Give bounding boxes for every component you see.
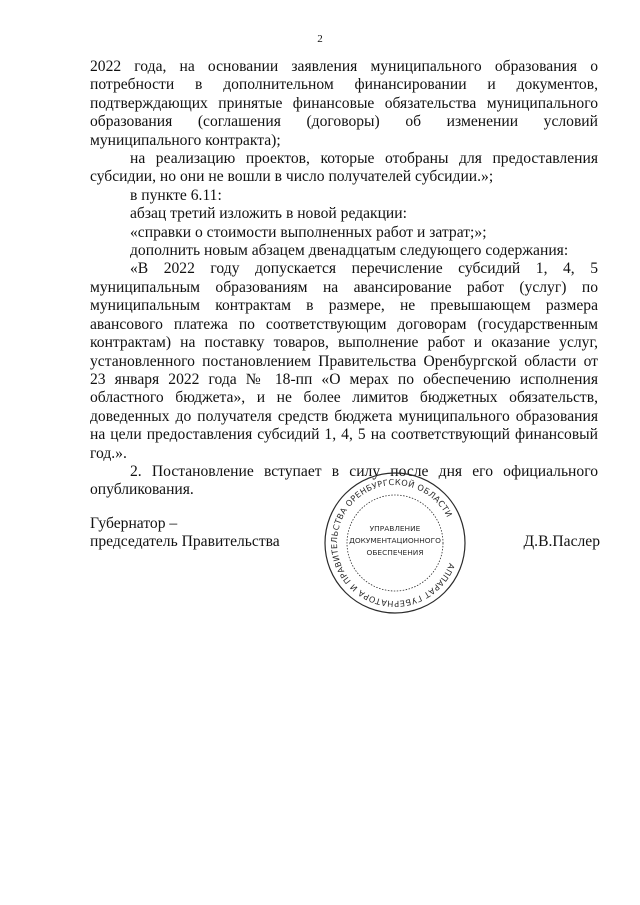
paragraph-add-abzac: дополнить новым абзацем двенадцатым следующего содержания: (130, 242, 569, 260)
document-body (90, 58, 598, 500)
paragraph-effective-date: 2. Постановление вступает в силу после дня его официального опубликования. (90, 462, 598, 499)
paragraph-abzac-third: абзац третий изложить в новой редакции: (130, 205, 407, 223)
seal-center-line3: ОБЕСПЕЧЕНИЯ (366, 548, 424, 557)
paragraph-continuation: 2022 года, на основании заявления муниципального образования о потребности в дополнительном финансировании и документов, подтверждающих принятые финансовые обязательства муниципального образования (соглашения (договоры) об изменении условий муниципального контракта); (90, 58, 598, 149)
signatory-title (90, 515, 280, 552)
paragraph-projects: на реализацию проектов, которые отобраны для предоставления субсидии, но они не вошли в число получателей субсидии.»; (90, 150, 598, 186)
seal-center-line2: ДОКУМЕНТАЦИОННОГО (349, 536, 441, 545)
seal-center-line1: УПРАВЛЕНИЕ (369, 524, 421, 533)
signatory-title-line1: Губернатор – (90, 515, 178, 532)
page-number: 2 (317, 33, 323, 45)
seal-ring-text: АППАРАТ ГУБЕРНАТОРА И ПРАВИТЕЛЬСТВА ОРЕНБУРГСКОЙ ОБЛАСТИ (328, 476, 457, 610)
signatory-title-line2: председатель Правительства (90, 533, 280, 551)
signatory-name: Д.В.Паслер (523, 533, 600, 550)
paragraph-advance-payment: «В 2022 году допускается перечисление субсидий 1, 4, 5 муниципальным образованиям на авансирование работ (услуг) по муниципальным контрактам в размере, не превышающем размера авансового платежа по соответствующим договорам (государственным контрактам) на поставку товаров, выполнение работ и оказание услуг, установленного постановлением Правительства Оренбургской области от 23 января 2022 года № 18-пп «О мерах по обеспечению исполнения областного бюджета», и не более лимитов бюджетных обязательств, доведенных до получателя средств бюджета муниципального образования на цели предоставления субсидий 1, 4, 5 на соответствующий финансовый год.». (90, 260, 598, 462)
paragraph-quote-reference: «справки о стоимости выполненных работ и затрат;»; (130, 223, 487, 241)
paragraph-point-6-11: в пункте 6.11: (130, 186, 222, 204)
official-seal (322, 470, 468, 616)
